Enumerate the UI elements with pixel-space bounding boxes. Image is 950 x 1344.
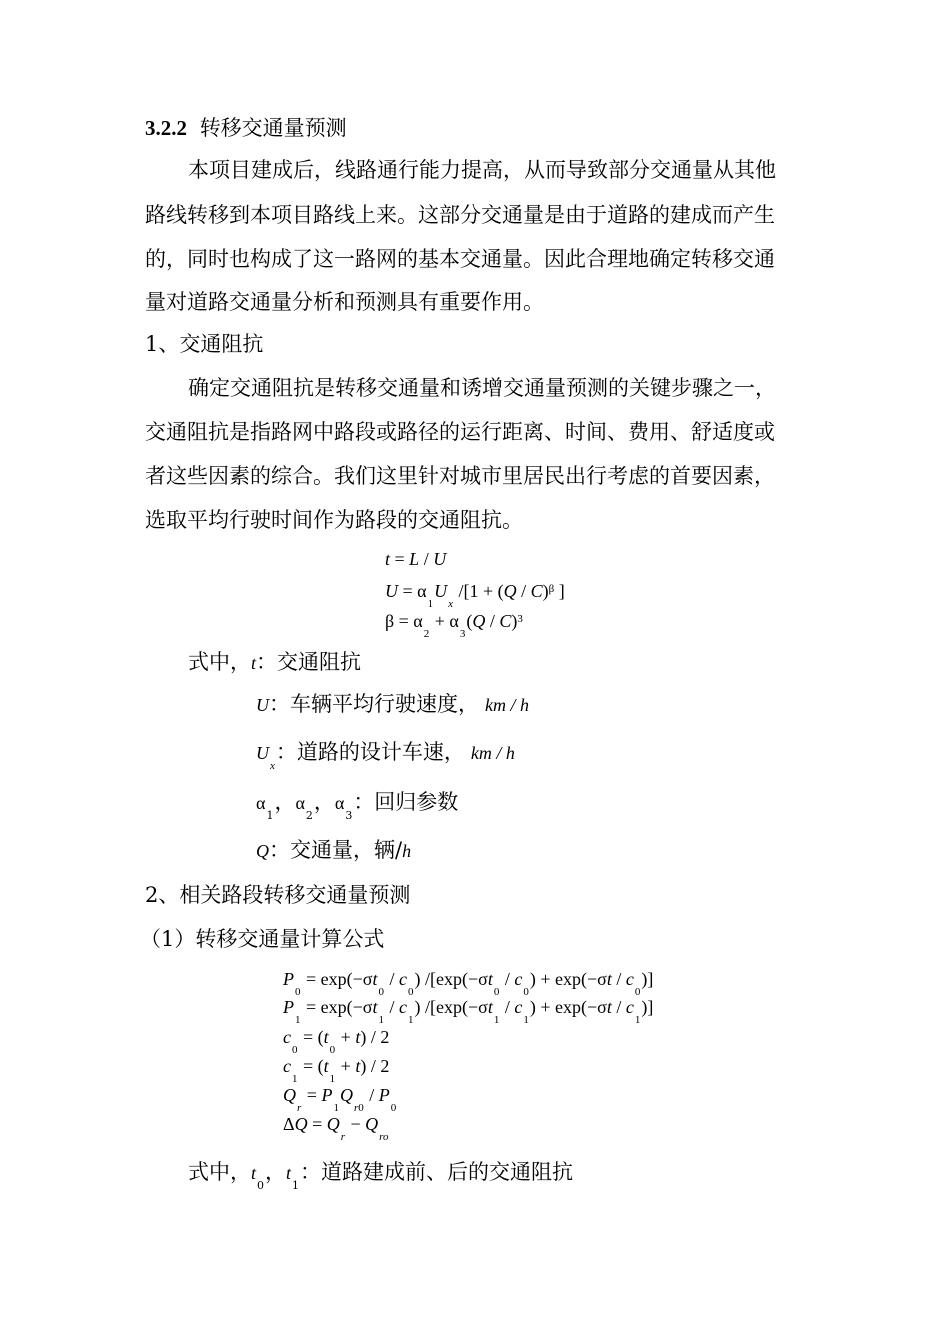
paragraph-line: 交通阻抗是指路网中路段或路径的运行距离、时间、费用、舒适度或 (145, 420, 775, 444)
formula-line: $\beta = \alpha_2 + \alpha_3(Q / C)^3$ (385, 611, 523, 640)
formula-line: $c_1 = (t_1 + t) / 2$ (283, 1056, 390, 1085)
paragraph-line: 选取平均行驶时间作为路段的交通阻抗。 (145, 508, 523, 532)
subheading-traffic-impedance: 1、交通阻抗 (145, 332, 264, 356)
legend-U: U：车辆平均行驶速度， km / h (256, 692, 529, 716)
formula-line: t = L / U (385, 549, 447, 569)
legend-Q: Q：交通量，辆/h (256, 838, 412, 862)
paragraph-line: 本项目建成后，线路通行能力提高，从而导致部分交通量从其他 (188, 158, 776, 182)
formula-line: $P_0 = \exp(-\sigma t_0 / c_0)$ $/[\exp(-\sigma t_0 / c_0) + \exp(-\sigma t / c_0)]$ (283, 969, 654, 998)
formula-line: $P_1 = \exp(-\sigma t_1 / c_1)$ $/[\exp(-\sigma t_1 / c_1) + \exp(-\sigma t / c_1)]$ (283, 997, 654, 1026)
formula-line: $\Delta Q = Q_r - Q_{ro}$ (283, 1114, 389, 1143)
formula-line: $c_0 = (t_0 + t) / 2$ (283, 1027, 390, 1056)
legend-t0-t1: 式中，$t_0$，$t_1$：道路建成前、后的交通阻抗 (188, 1160, 574, 1192)
section-title: 转移交通量预测 (199, 116, 347, 140)
section-number: 3.2.2 (145, 116, 187, 140)
section-heading (145, 114, 347, 142)
paragraph-line: 者这些因素的综合。我们这里针对城市里居民出行考虑的首要因素， (145, 464, 775, 488)
legend-alpha: $\alpha_1$，$\alpha_2$，$\alpha_3$：回归参数 (256, 790, 459, 822)
subheading-transfer-traffic: 2、相关路段转移交通量预测 (145, 883, 411, 907)
legend-t: 式中，t：交通阻抗 (188, 650, 362, 674)
paragraph-line: 确定交通阻抗是转移交通量和诱增交通量预测的关键步骤之一， (188, 376, 776, 400)
formula-line: $Q_r = P_1Q_{r0} / P_0$ (283, 1085, 397, 1114)
paragraph-line: 路线转移到本项目路线上来。这部分交通量是由于道路的建成而产生 (145, 203, 775, 227)
paragraph-line: 的，同时也构成了这一路网的基本交通量。因此合理地确定转移交通 (145, 247, 775, 271)
legend-Ux: $U_x$：道路的设计车速， km / h (256, 740, 515, 772)
paragraph-line: 量对道路交通量分析和预测具有重要作用。 (145, 290, 544, 314)
formula-line: $U = \alpha_1U_x$ /[1 + (Q / C)$^\beta$ ] (385, 581, 565, 610)
subheading-formula: （1）转移交通量计算公式 (140, 927, 385, 951)
